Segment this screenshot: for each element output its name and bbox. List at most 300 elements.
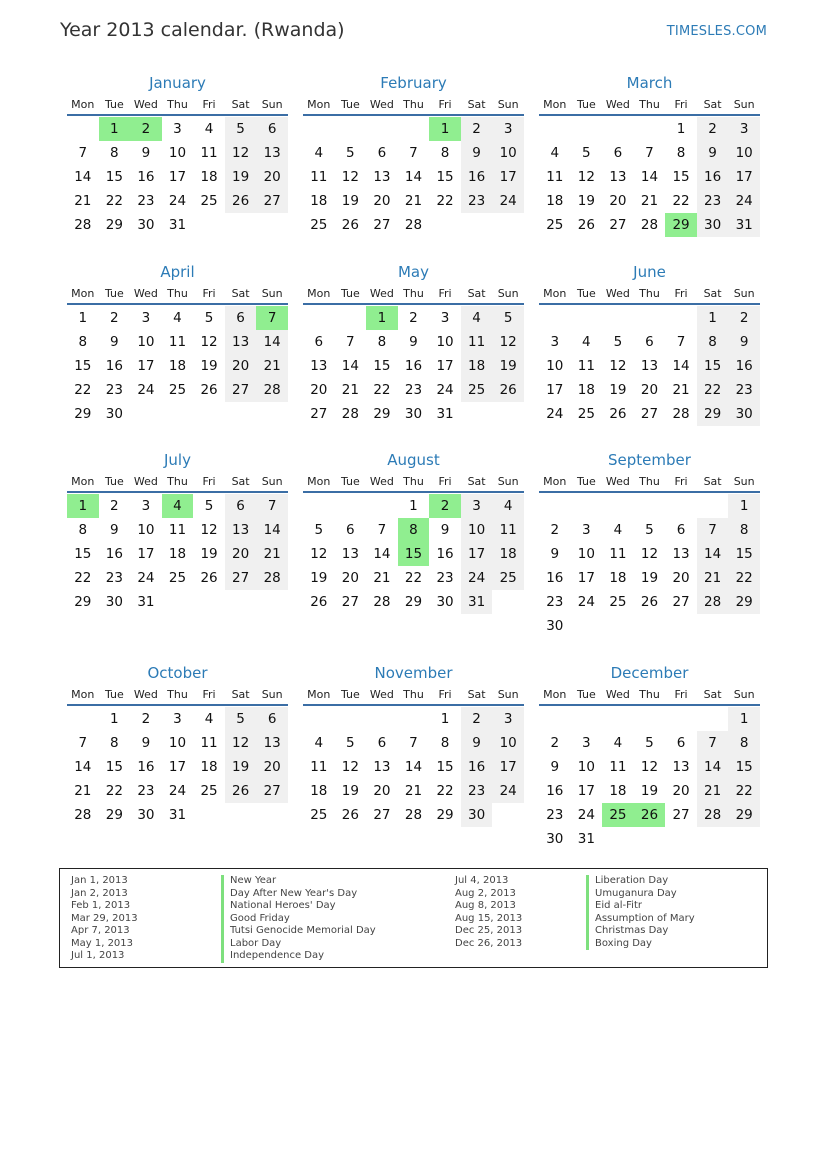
weekday-label: Mon [71,98,95,111]
empty-cell [634,306,666,330]
day-cell: 16 [546,783,564,799]
weekday-label: Fri [202,287,216,300]
day-cell: 13 [640,358,659,374]
day-cell: 14 [640,169,659,185]
weekday-label: Mon [71,688,95,701]
holiday-name: Assumption of Mary [586,913,695,926]
day-cell: 30 [728,402,760,426]
day-cell: 17 [577,783,595,799]
day-cell: 9 [141,145,151,161]
weekday-label: Tue [576,475,596,488]
weekday-label: Thu [639,287,660,300]
day-cell: 4 [204,121,214,137]
day-cell: 11 [577,358,595,374]
day-cell: 29 [373,406,391,422]
day-cell: 17 [461,542,493,566]
day-cell: 10 [577,546,595,562]
weekday-label: Thu [403,287,424,300]
day-cell: 15 [436,169,454,185]
empty-cell [225,590,257,614]
day-cell: 16 [137,759,155,775]
day-cell: 28 [74,217,92,233]
day-cell: 15 [105,169,123,185]
empty-cell [697,614,729,638]
month-name: April [160,263,195,281]
day-cell: 10 [168,145,187,161]
day-cell: 20 [256,755,288,779]
day-cell: 24 [168,193,187,209]
day-cell: 4 [550,145,560,161]
empty-cell [602,707,634,731]
day-grid [303,306,524,426]
month-name: June [633,263,666,281]
weekday-label: Wed [605,98,630,111]
weekday-label: Mon [543,287,567,300]
month-name: March [626,74,673,92]
day-cell: 21 [672,382,690,398]
day-cell: 14 [256,330,288,354]
empty-cell [728,827,760,851]
empty-cell [492,402,524,426]
day-cell: 4 [204,711,214,727]
weekday-label: Sat [231,287,250,300]
day-cell: 29 [697,402,729,426]
day-cell: 27 [373,807,391,823]
weekday-header [539,283,760,305]
day-cell: 20 [609,193,627,209]
day-cell: 25 [200,193,218,209]
day-cell: 26 [225,779,257,803]
day-cell: 20 [373,193,391,209]
holiday-day-cell: 29 [665,213,697,237]
month-name: February [380,74,447,92]
day-cell: 2 [110,310,119,326]
day-cell: 23 [461,189,493,213]
day-cell: 8 [697,330,729,354]
empty-cell [67,117,99,141]
month-april [67,261,288,426]
weekday-header [67,283,288,305]
day-cell: 12 [225,141,257,165]
day-cell: 1 [697,306,729,330]
day-cell: 30 [137,807,155,823]
empty-cell [366,494,398,518]
weekday-label: Sat [467,287,486,300]
day-cell: 12 [225,731,257,755]
day-cell: 21 [697,566,729,590]
weekday-header [303,684,524,706]
day-cell: 17 [546,382,564,398]
empty-cell [130,402,162,426]
empty-cell [398,707,430,731]
weekday-label: Mon [71,475,95,488]
day-cell: 15 [436,759,454,775]
weekday-label: Fri [674,98,688,111]
holiday-name: Labor Day [221,938,376,951]
empty-cell [162,590,194,614]
empty-cell [193,402,225,426]
day-cell: 28 [697,590,729,614]
holiday-day-cell: 1 [429,117,461,141]
day-cell: 4 [314,735,324,751]
weekday-header [539,94,760,116]
weekday-label: Wed [369,287,394,300]
day-cell: 30 [546,618,564,634]
day-cell: 10 [492,731,524,755]
day-cell: 10 [577,759,595,775]
day-cell: 1 [728,494,760,518]
day-cell: 31 [168,807,187,823]
day-cell: 18 [200,169,218,185]
empty-cell [571,494,603,518]
month-may [303,261,524,426]
holiday-name: Tutsi Genocide Memorial Day [221,925,376,938]
day-cell: 19 [341,783,359,799]
day-cell: 10 [436,334,454,350]
day-cell: 11 [461,330,493,354]
day-cell: 23 [436,570,454,586]
day-cell: 17 [436,358,454,374]
empty-cell [225,213,257,237]
empty-cell [728,614,760,638]
day-cell: 27 [373,217,391,233]
day-cell: 20 [225,354,257,378]
holiday-day-cell: 2 [130,117,162,141]
day-cell: 1 [728,707,760,731]
holiday-date: Jul 4, 2013 [455,875,509,886]
day-cell: 17 [492,165,524,189]
empty-cell [256,402,288,426]
empty-cell [602,827,634,851]
day-cell: 20 [640,382,659,398]
empty-cell [429,213,461,237]
day-cell: 26 [310,594,328,610]
weekday-header [67,684,288,706]
day-cell: 19 [341,193,359,209]
day-cell: 3 [141,498,151,514]
weekday-label: Tue [340,475,360,488]
day-cell: 12 [640,759,659,775]
day-cell: 5 [314,522,324,538]
day-cell: 28 [640,217,659,233]
day-cell: 24 [492,189,524,213]
day-cell: 12 [341,169,359,185]
day-cell: 16 [137,169,155,185]
day-cell: 16 [546,570,564,586]
day-cell: 21 [373,570,391,586]
weekday-header [303,283,524,305]
weekday-label: Tue [104,287,124,300]
empty-cell [225,803,257,827]
day-cell: 10 [492,141,524,165]
day-cell: 8 [728,518,760,542]
day-cell: 12 [200,334,218,350]
holiday-date: Jul 1, 2013 [71,950,125,961]
day-cell: 15 [74,546,92,562]
day-cell: 27 [341,594,359,610]
empty-cell [634,827,666,851]
holiday-names-col-2 [586,875,695,950]
day-cell: 26 [200,570,218,586]
day-grid [539,707,760,851]
weekday-header [539,684,760,706]
day-cell: 8 [676,145,686,161]
day-cell: 5 [204,498,214,514]
day-cell: 14 [404,759,423,775]
day-cell: 9 [409,334,418,350]
day-cell: 18 [310,783,328,799]
weekday-label: Sat [703,98,722,111]
empty-cell [256,213,288,237]
empty-cell [366,707,398,731]
weekday-label: Sun [733,98,755,111]
weekday-header [303,471,524,493]
day-cell: 1 [78,310,88,326]
day-cell: 9 [110,522,119,538]
day-cell: 13 [672,546,690,562]
weekday-label: Tue [340,688,360,701]
day-cell: 1 [409,498,418,514]
day-cell: 17 [137,358,155,374]
day-cell: 26 [341,807,359,823]
month-june [539,261,760,426]
holiday-date: Mar 29, 2013 [71,912,138,924]
empty-cell [193,590,225,614]
day-cell: 4 [461,306,493,330]
holiday-names-col-1 [221,875,376,963]
day-cell: 16 [105,546,123,562]
day-cell: 9 [440,522,450,538]
empty-cell [665,827,697,851]
empty-cell [492,590,524,614]
day-cell: 11 [609,546,627,562]
day-cell: 6 [256,117,288,141]
weekday-label: Sat [467,475,486,488]
day-cell: 30 [697,213,729,237]
weekday-label: Fri [674,688,688,701]
day-cell: 18 [577,382,595,398]
weekday-label: Wed [369,475,394,488]
day-cell: 22 [105,783,123,799]
day-cell: 3 [173,711,182,727]
weekday-label: Fri [438,287,452,300]
weekday-label: Fri [674,475,688,488]
day-cell: 18 [461,354,493,378]
day-cell: 18 [168,358,187,374]
day-cell: 13 [256,141,288,165]
day-cell: 15 [697,354,729,378]
empty-cell [697,827,729,851]
day-cell: 20 [341,570,359,586]
day-grid [539,494,760,638]
day-cell: 19 [609,382,627,398]
empty-cell [539,707,571,731]
day-cell: 21 [697,779,729,803]
day-cell: 11 [609,759,627,775]
day-cell: 5 [225,707,257,731]
holiday-name: National Heroes' Day [221,900,376,913]
holiday-day-cell: 1 [366,306,398,330]
holiday-dates-col-1 [71,875,138,963]
day-cell: 13 [373,169,391,185]
holiday-name: New Year [221,875,376,888]
month-name: July [164,451,191,469]
weekday-label: Wed [133,475,158,488]
day-cell: 30 [105,406,123,422]
day-cell: 6 [377,735,387,751]
month-march [539,72,760,237]
day-cell: 3 [492,117,524,141]
weekday-label: Wed [605,287,630,300]
day-cell: 18 [546,193,564,209]
day-cell: 13 [341,546,359,562]
weekday-label: Thu [167,475,188,488]
day-cell: 6 [346,522,355,538]
day-cell: 7 [409,735,418,751]
month-september [539,449,760,638]
weekday-label: Fri [438,688,452,701]
weekday-label: Mon [71,287,95,300]
month-january [67,72,288,237]
day-grid [67,117,288,237]
day-cell: 6 [645,334,654,350]
empty-cell [665,494,697,518]
weekday-label: Wed [605,475,630,488]
day-cell: 26 [341,217,359,233]
day-cell: 10 [546,358,564,374]
day-cell: 22 [436,783,454,799]
weekday-label: Wed [369,98,394,111]
holiday-day-cell: 25 [602,803,634,827]
day-cell: 24 [577,807,595,823]
day-cell: 27 [672,594,690,610]
day-cell: 25 [168,382,187,398]
empty-cell [256,803,288,827]
day-grid [539,117,760,237]
day-cell: 6 [676,522,686,538]
day-cell: 20 [225,542,257,566]
holiday-name: Good Friday [221,913,376,926]
day-cell: 14 [74,169,92,185]
day-cell: 4 [613,735,623,751]
day-cell: 1 [440,711,450,727]
day-grid [67,707,288,827]
day-cell: 9 [461,731,493,755]
day-cell: 7 [346,334,355,350]
weekday-label: Mon [543,688,567,701]
day-cell: 5 [645,522,654,538]
day-cell: 6 [377,145,387,161]
weekday-label: Tue [340,287,360,300]
day-cell: 22 [436,193,454,209]
day-cell: 22 [728,779,760,803]
day-cell: 9 [110,334,119,350]
day-cell: 4 [314,145,324,161]
day-cell: 10 [137,522,155,538]
day-cell: 17 [168,759,187,775]
day-cell: 3 [492,707,524,731]
day-cell: 28 [74,807,92,823]
day-cell: 3 [582,522,591,538]
day-grid [539,306,760,426]
day-cell: 23 [697,189,729,213]
month-name: October [147,664,208,682]
day-cell: 27 [640,406,659,422]
day-cell: 2 [550,522,560,538]
empty-cell [461,402,493,426]
day-cell: 30 [461,803,493,827]
day-cell: 27 [225,378,257,402]
holiday-date: Dec 25, 2013 [455,925,523,936]
empty-cell [697,707,729,731]
day-cell: 13 [225,518,257,542]
day-cell: 12 [200,522,218,538]
holiday-name: Christmas Day [586,925,695,938]
day-cell: 24 [137,570,155,586]
holiday-date: May 1, 2013 [71,937,134,949]
day-cell: 28 [256,378,288,402]
day-cell: 8 [78,522,88,538]
day-cell: 21 [74,783,92,799]
day-cell: 22 [105,193,123,209]
weekday-label: Fri [202,98,216,111]
empty-cell [461,213,493,237]
day-cell: 24 [492,779,524,803]
day-cell: 15 [105,759,123,775]
empty-cell [539,306,571,330]
day-cell: 12 [609,358,627,374]
month-name: May [397,263,429,281]
day-cell: 2 [141,711,151,727]
day-cell: 6 [256,707,288,731]
empty-cell [602,614,634,638]
empty-cell [539,117,571,141]
empty-cell [602,117,634,141]
day-cell: 25 [310,807,328,823]
day-cell: 26 [577,217,595,233]
empty-cell [492,803,524,827]
site-link[interactable]: TIMESLES.COM [666,24,767,39]
day-cell: 26 [492,378,524,402]
empty-cell [303,117,335,141]
weekday-label: Tue [104,98,124,111]
day-cell: 7 [78,145,88,161]
day-cell: 14 [74,759,92,775]
day-cell: 5 [346,735,355,751]
weekday-header [539,471,760,493]
weekday-label: Tue [340,98,360,111]
day-cell: 10 [137,334,155,350]
day-grid [67,306,288,426]
day-cell: 5 [492,306,524,330]
day-cell: 24 [137,382,155,398]
day-cell: 29 [74,594,92,610]
day-cell: 30 [404,406,423,422]
day-cell: 30 [105,594,123,610]
holiday-date: Jan 1, 2013 [71,875,128,886]
day-cell: 11 [168,522,187,538]
day-cell: 19 [225,165,257,189]
day-cell: 18 [609,570,627,586]
weekday-label: Sat [467,98,486,111]
holiday-name: Liberation Day [586,875,695,888]
day-grid [303,707,524,827]
day-cell: 27 [256,189,288,213]
day-cell: 3 [173,121,182,137]
holiday-date: Apr 7, 2013 [71,925,130,936]
day-cell: 22 [728,566,760,590]
day-cell: 6 [613,145,623,161]
